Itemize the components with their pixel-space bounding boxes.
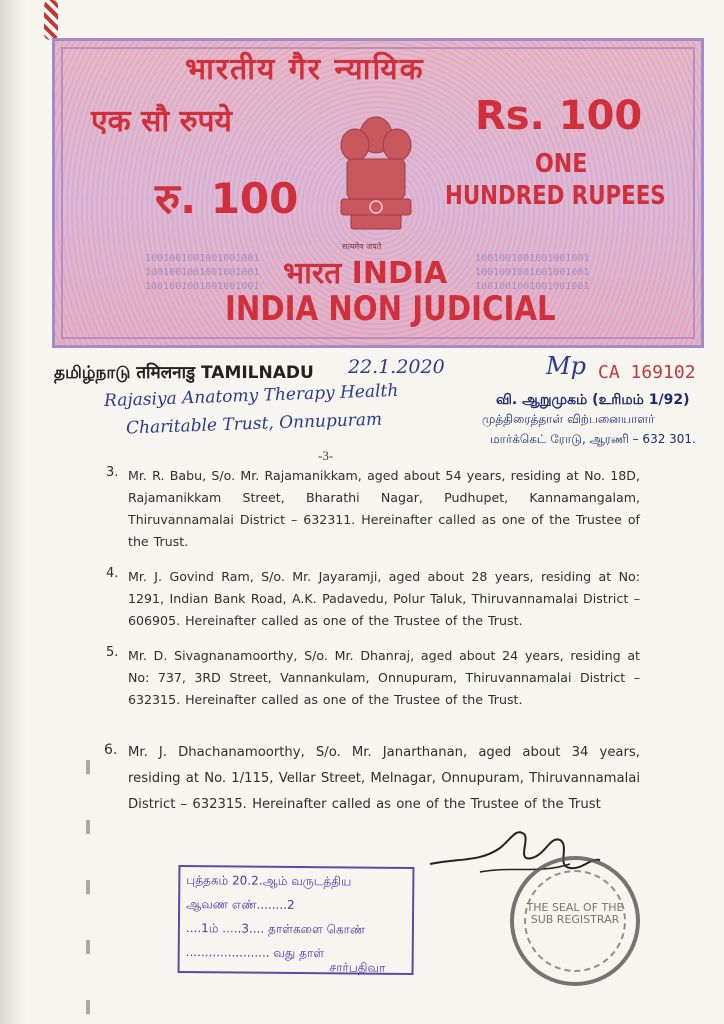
binding-strip bbox=[0, 0, 26, 1024]
stamp-serial-number: CA 169102 bbox=[598, 362, 696, 383]
binding-thread bbox=[44, 0, 58, 40]
stamp-hindi-heading: भारतीय गैर न्यायिक bbox=[185, 52, 425, 87]
stamp-country: भारत INDIA bbox=[283, 256, 448, 291]
paragraph-number: 3. bbox=[106, 465, 119, 480]
registration-sheet-number: ...................... வது தாள் bbox=[185, 945, 325, 961]
trustee-paragraph: Mr. J. Govind Ram, S/o. Mr. Jayaramji, aged about 28 years, residing at No: 1291, Indian Bank Road, A.K. Padavedu, Polur Taluk, Thiruvannamalai District – 606905. Hereinafter called as one of the Trustee of the Trust. bbox=[128, 569, 640, 628]
page-number: -3- bbox=[318, 448, 334, 463]
vendor-signature: Mp bbox=[546, 352, 586, 380]
registration-sheets-line: ....1ம் .....3.... தாள்களை கொண் bbox=[185, 921, 366, 937]
stamp-microtext: 1001001001001001001 bbox=[145, 253, 260, 264]
registration-book-line: புத்தகம் 20.2.ஆம் வருடத்திய bbox=[186, 873, 352, 889]
seal-text: THE SEAL OF THE SUB REGISTRAR bbox=[526, 901, 624, 926]
trustee-paragraph: Mr. R. Babu, S/o. Mr. Rajamanikkam, aged about 54 years, residing at No. 18D, Rajamanikkam Street, Bharathi Nagar, Pudhupet, Kannamangalam, Thiruvannamalai District – 632311. Hereinafter called as one of the Trustee of the Trust. bbox=[128, 468, 640, 549]
registrar-label: சார்பதிவா bbox=[329, 960, 386, 975]
handwritten-date: 22.1.2020 bbox=[348, 356, 445, 378]
trustee-paragraph: Mr. J. Dhachanamoorthy, S/o. Mr. Janarthanan, aged about 34 years, residing at No. 1/115, Vellar Street, Melnagar, Onnupuram, Thiruvannamalai District – 632315. Hereinafter called as one of the Trustee of the Trust bbox=[128, 745, 640, 812]
handwritten-trust-name: Rajasiya Anatomy Therapy Health bbox=[103, 380, 399, 412]
vendor-title: முத்திரைத்தாள் விற்பனையாளர் bbox=[482, 412, 655, 426]
non-judicial-stamp bbox=[52, 38, 704, 348]
stamp-motto: सत्यमेव जयते bbox=[342, 242, 382, 251]
trustee-paragraph: Mr. D. Sivagnanamoorthy, S/o. Mr. Dhanraj, aged about 24 years, residing at No: 737, 3RD Street, Vannankulam, Onnupuram, Thiruvannamalai District – 632315. Hereinafter called as one of the Trustee of the Trust. bbox=[128, 648, 640, 707]
stamp-type: INDIA NON JUDICIAL bbox=[225, 289, 556, 329]
vendor-name: வி. ஆறுமுகம் (உரிமம் 1/92) bbox=[496, 392, 690, 408]
stamp-microtext: 1001001001001001001 bbox=[475, 281, 590, 292]
paragraph-number: 5. bbox=[106, 645, 119, 660]
registration-document-number: ஆவண எண்........2 bbox=[186, 897, 295, 912]
stamp-words-hundred: HUNDRED RUPEES bbox=[445, 181, 666, 211]
stamp-microtext: 1001001001001001001 bbox=[475, 253, 590, 264]
sub-registrar-seal bbox=[510, 856, 640, 986]
registration-stamp bbox=[178, 865, 415, 975]
stamp-value-left: रु. 100 bbox=[155, 174, 299, 223]
stamp-hindi-value: एक सौ रुपये bbox=[91, 104, 232, 139]
stamp-microtext: 1001001001001001001 bbox=[475, 267, 590, 278]
state-heading: தமிழ்நாடு तमिलनाडु TAMILNADU bbox=[54, 363, 314, 383]
margin-marks bbox=[86, 760, 90, 1020]
vendor-address: மார்க்கெட் ரோடு, ஆரணி – 632 301. bbox=[490, 432, 696, 446]
paragraph-number: 6. bbox=[104, 742, 118, 758]
paragraph-number: 4. bbox=[106, 566, 119, 581]
stamp-microtext: 1001001001001001001 bbox=[145, 267, 260, 278]
stamp-microtext: 1001001001001001001 bbox=[145, 281, 260, 292]
ashoka-emblem-icon bbox=[333, 111, 419, 237]
handwritten-trust-place: Charitable Trust, Onnupuram bbox=[125, 409, 383, 439]
stamp-words-one: ONE bbox=[535, 149, 588, 179]
stamp-value-right: Rs. 100 bbox=[475, 93, 643, 139]
